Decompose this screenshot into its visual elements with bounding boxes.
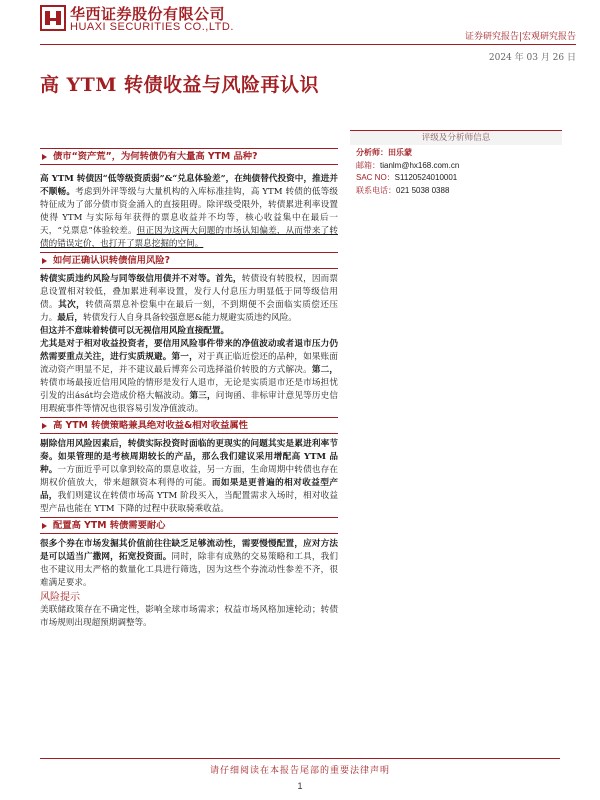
bold-text: 其次， <box>58 300 86 310</box>
paragraph <box>40 325 338 338</box>
underlined-text: 但正因为这两大问题的市场认知偏差，从而带来了转债的错误定价，也打开了票息挖掘的空间。 <box>40 226 338 249</box>
bold-lead: 但这并不意味着转债可以无视信用风险直接配置。 <box>40 326 230 336</box>
page-title: 高 YTM 转债收益与风险再认识 <box>40 74 319 96</box>
analyst-email-link[interactable]: tianlm@hx168.com.cn <box>380 160 460 170</box>
section-heading-text: 债市“资产荒”，为何转债仍有大量高 YTM 品种? <box>53 151 258 162</box>
paragraph <box>40 438 338 516</box>
triangle-bullet-icon <box>42 258 47 264</box>
section-heading-1 <box>40 148 338 165</box>
analyst-line <box>356 147 556 160</box>
bold-text: 而如果是更普遍的相对收益型产品， <box>40 478 338 501</box>
body-text: 一方面近乎可以拿到较高的票息收益，另一方面，生命周期中转债也存在期权价值放大，带来超额资本利得的可能。 <box>40 465 338 488</box>
bold-lead: 高 YTM 转债因“低等级资质弱”&“兑息体验差”，在纯债替代投资中，推进并不顺畅。 <box>40 174 338 197</box>
body-text: 转债市场最接近信用风险的情形是发行人退市，无论是实质退市还是市场担忧引发的出ását均会造成价格大幅波动。 <box>40 378 338 401</box>
bold-lead: 尤其是对于相对收益投资者，要信用风险事件带来的净值波动或者退市压力仍然需要重点关注，进行实质规避。第一， <box>40 339 338 362</box>
email-label: 邮箱： <box>356 160 380 170</box>
sac-line <box>356 172 556 185</box>
bold-text: 最后， <box>57 313 83 323</box>
section-heading-2 <box>40 252 338 269</box>
bold-text: 第三， <box>189 391 216 401</box>
section-heading-text: 配置高 YTM 转债需要耐心 <box>53 520 166 531</box>
section-heading-4 <box>40 517 338 534</box>
phone-line <box>356 185 556 198</box>
body-text: 同时，除非有成熟的交易策略和工具，我们也不建议用太严格的数量化工具进行筛选，因为这些个券流动性参差不齐，很难满足要求。 <box>40 552 338 588</box>
analyst-info-panel <box>350 130 562 199</box>
triangle-bullet-icon <box>42 523 47 529</box>
phone-number: 021 5038 0388 <box>396 185 450 195</box>
sac-number: S1120524010001 <box>394 173 458 182</box>
risk-heading: 风险提示 <box>40 592 80 603</box>
section-heading-text: 高 YTM 转债策略兼具绝对收益&相对收益属性 <box>53 420 248 431</box>
sac-label: SAC NO： <box>356 173 395 182</box>
body-text: 对于真正临近偿还的品种，如果账面流动资产明显不足，并不建议最后博弈公司选择溢价转股的方式解决。 <box>40 352 338 375</box>
body-text: 问询函、非标审计意见等历史信用瑕疵事件等情况也很容易引发净值波动。 <box>40 391 338 414</box>
section-heading-text: 如何正确认识转债信用风险? <box>53 255 170 266</box>
body-text: 我们则建议在转债市场高 YTM 阶段买入，当配置需求入场时，相对收益型产品也能在 YTM 下降的过程中获取骑乘收益。 <box>40 491 338 514</box>
phone-label: 联系电话： <box>356 185 396 195</box>
sidebar-body <box>350 145 562 199</box>
huaxi-logo-icon <box>40 5 66 31</box>
body-text: 转债高票息补偿集中在最后一刻，不到期便不会面临实质偿还压力。 <box>40 300 338 323</box>
bold-lead: 转债实质违约风险与同等级信用债并不对等。首先， <box>40 274 242 284</box>
bold-lead: 剔除信用风险因素后，转债实际投资时面临的更现实的问题其实是累进利率节奏。如果管理的是考核周期较长的产品，那么我们建议采用增配高 YTM 品种。 <box>40 439 338 475</box>
company-name-en: HUAXI SECURITIES CO.,LTD. <box>70 21 234 33</box>
report-date: 2024 年 03 月 26 日 <box>488 53 576 63</box>
analyst-name: 田乐蒙 <box>388 148 412 157</box>
triangle-bullet-icon <box>42 154 47 160</box>
main-content <box>40 148 338 630</box>
bold-lead: 很多个券在市场发掘其价值前往往缺乏足够流动性，需要慢慢配置，应对方法是可以适当广撒网，拓宽投资面。 <box>40 539 338 562</box>
risk-text: 美联储政策存在不确定性，影响全球市场需求；权益市场风格加速轮动；转债市场规则出现超预期调整等。 <box>40 605 338 628</box>
analyst-label: 分析师： <box>356 148 388 157</box>
paragraph <box>40 538 338 590</box>
paragraph <box>40 338 338 416</box>
email-line <box>356 160 556 173</box>
body-text: 转债设有转股权，因而票息设置相对较低，叠加累进利率设置，发行人付息压力明显低于同等级信用债。 <box>40 274 338 310</box>
report-type: 证券研究报告|宏观研究报告 <box>464 32 576 42</box>
sidebar-heading: 评级及分析师信息 <box>350 131 562 145</box>
page-number: 1 <box>297 781 303 791</box>
legal-disclaimer-link[interactable]: 请仔细阅读在本报告尾部的重要法律声明 <box>209 766 390 776</box>
company-name-cn: 华西证券股份有限公司 <box>70 5 226 23</box>
triangle-bullet-icon <box>42 423 47 429</box>
footer-divider <box>40 758 560 759</box>
paragraph <box>40 273 338 325</box>
section-heading-3 <box>40 417 338 434</box>
body-text: 考虑到外评等级与大量机构的入库标准挂钩，高 YTM 转债的低等级特征成为了部分债市资金涌入的直接阻碍。除评级受限外，转债累进利率设置使得 YTM 与实际每年获得的票息收益并不均等，核心收益集中在最后一天，“兑票息”体验较差。 <box>40 187 338 236</box>
paragraph <box>40 173 338 251</box>
header-divider <box>40 44 576 45</box>
body-text: 转债发行人自身具备较强意愿&能力规避实质违约风险。 <box>83 313 297 323</box>
bold-text: 第二， <box>311 365 338 375</box>
